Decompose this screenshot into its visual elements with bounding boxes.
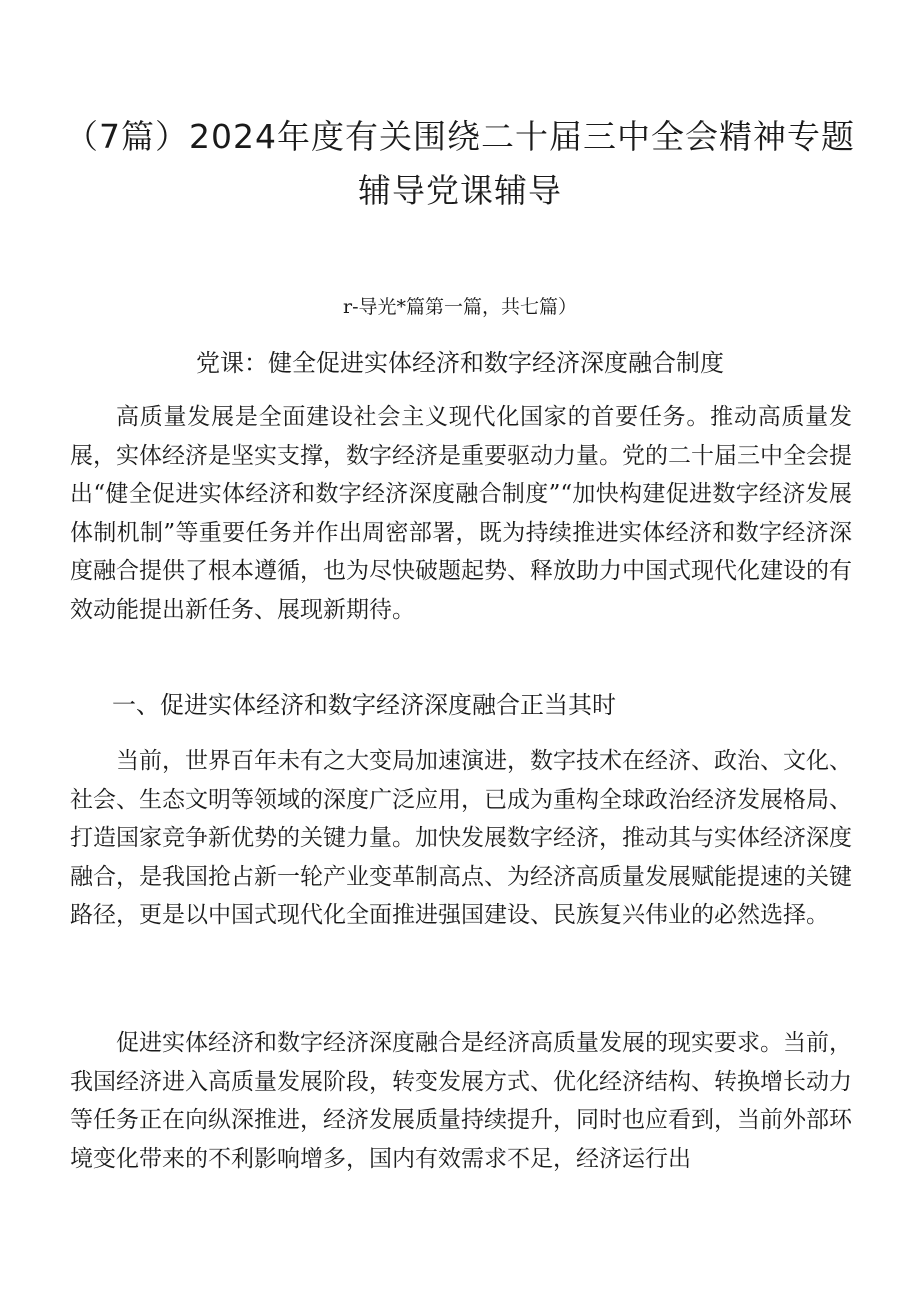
section-heading: 一、促进实体经济和数字经济深度融合正当其时 xyxy=(112,691,616,719)
series-note: r-导光*篇第一篇，共七篇） xyxy=(342,296,577,318)
body-paragraph: 高质量发展是全面建设社会主义现代化国家的首要任务。推动高质量发展，实体经济是坚实支撑，数字经济是重要驱动力量。党的二十届三中全会提出“健全促进实体经济和数字经济深度融合制度”“加快构建促进数字经济发展体制机制”等重要任务并作出周密部署，既为持续推进实体经济和数字经济深度融合提供了根本遵循，也为尽快破题起势、释放助力中国式现代化建设的有效动能提出新任务、展现新期待。 xyxy=(70,404,852,623)
document-title: （7篇）2024年度有关围绕二十届三中全会精神专题辅导党课辅导 xyxy=(65,117,855,210)
body-paragraph: 当前，世界百年未有之大变局加速演进，数字技术在经济、政治、文化、社会、生态文明等领域的深度广泛应用，已成为重构全球政治经济发展格局、打造国家竞争新优势的关键力量。加快发展数字经济，推动其与实体经济深度融合，是我国抢占新一轮产业变革制高点、为经济高质量发展赋能提速的关键路径，更是以中国式现代化全面推进强国建设、民族复兴伟业的必然选择。 xyxy=(70,748,852,928)
lecture-title: 党课：健全促进实体经济和数字经济深度融合制度 xyxy=(196,349,724,377)
body-paragraph: 促进实体经济和数字经济深度融合是经济高质量发展的现实要求。当前，我国经济进入高质量发展阶段，转变发展方式、优化经济结构、转换增长动力等任务正在向纵深推进，经济发展质量持续提升，同时也应看到，当前外部环境变化带来的不利影响增多，国内有效需求不足，经济运行出 xyxy=(70,1030,852,1172)
